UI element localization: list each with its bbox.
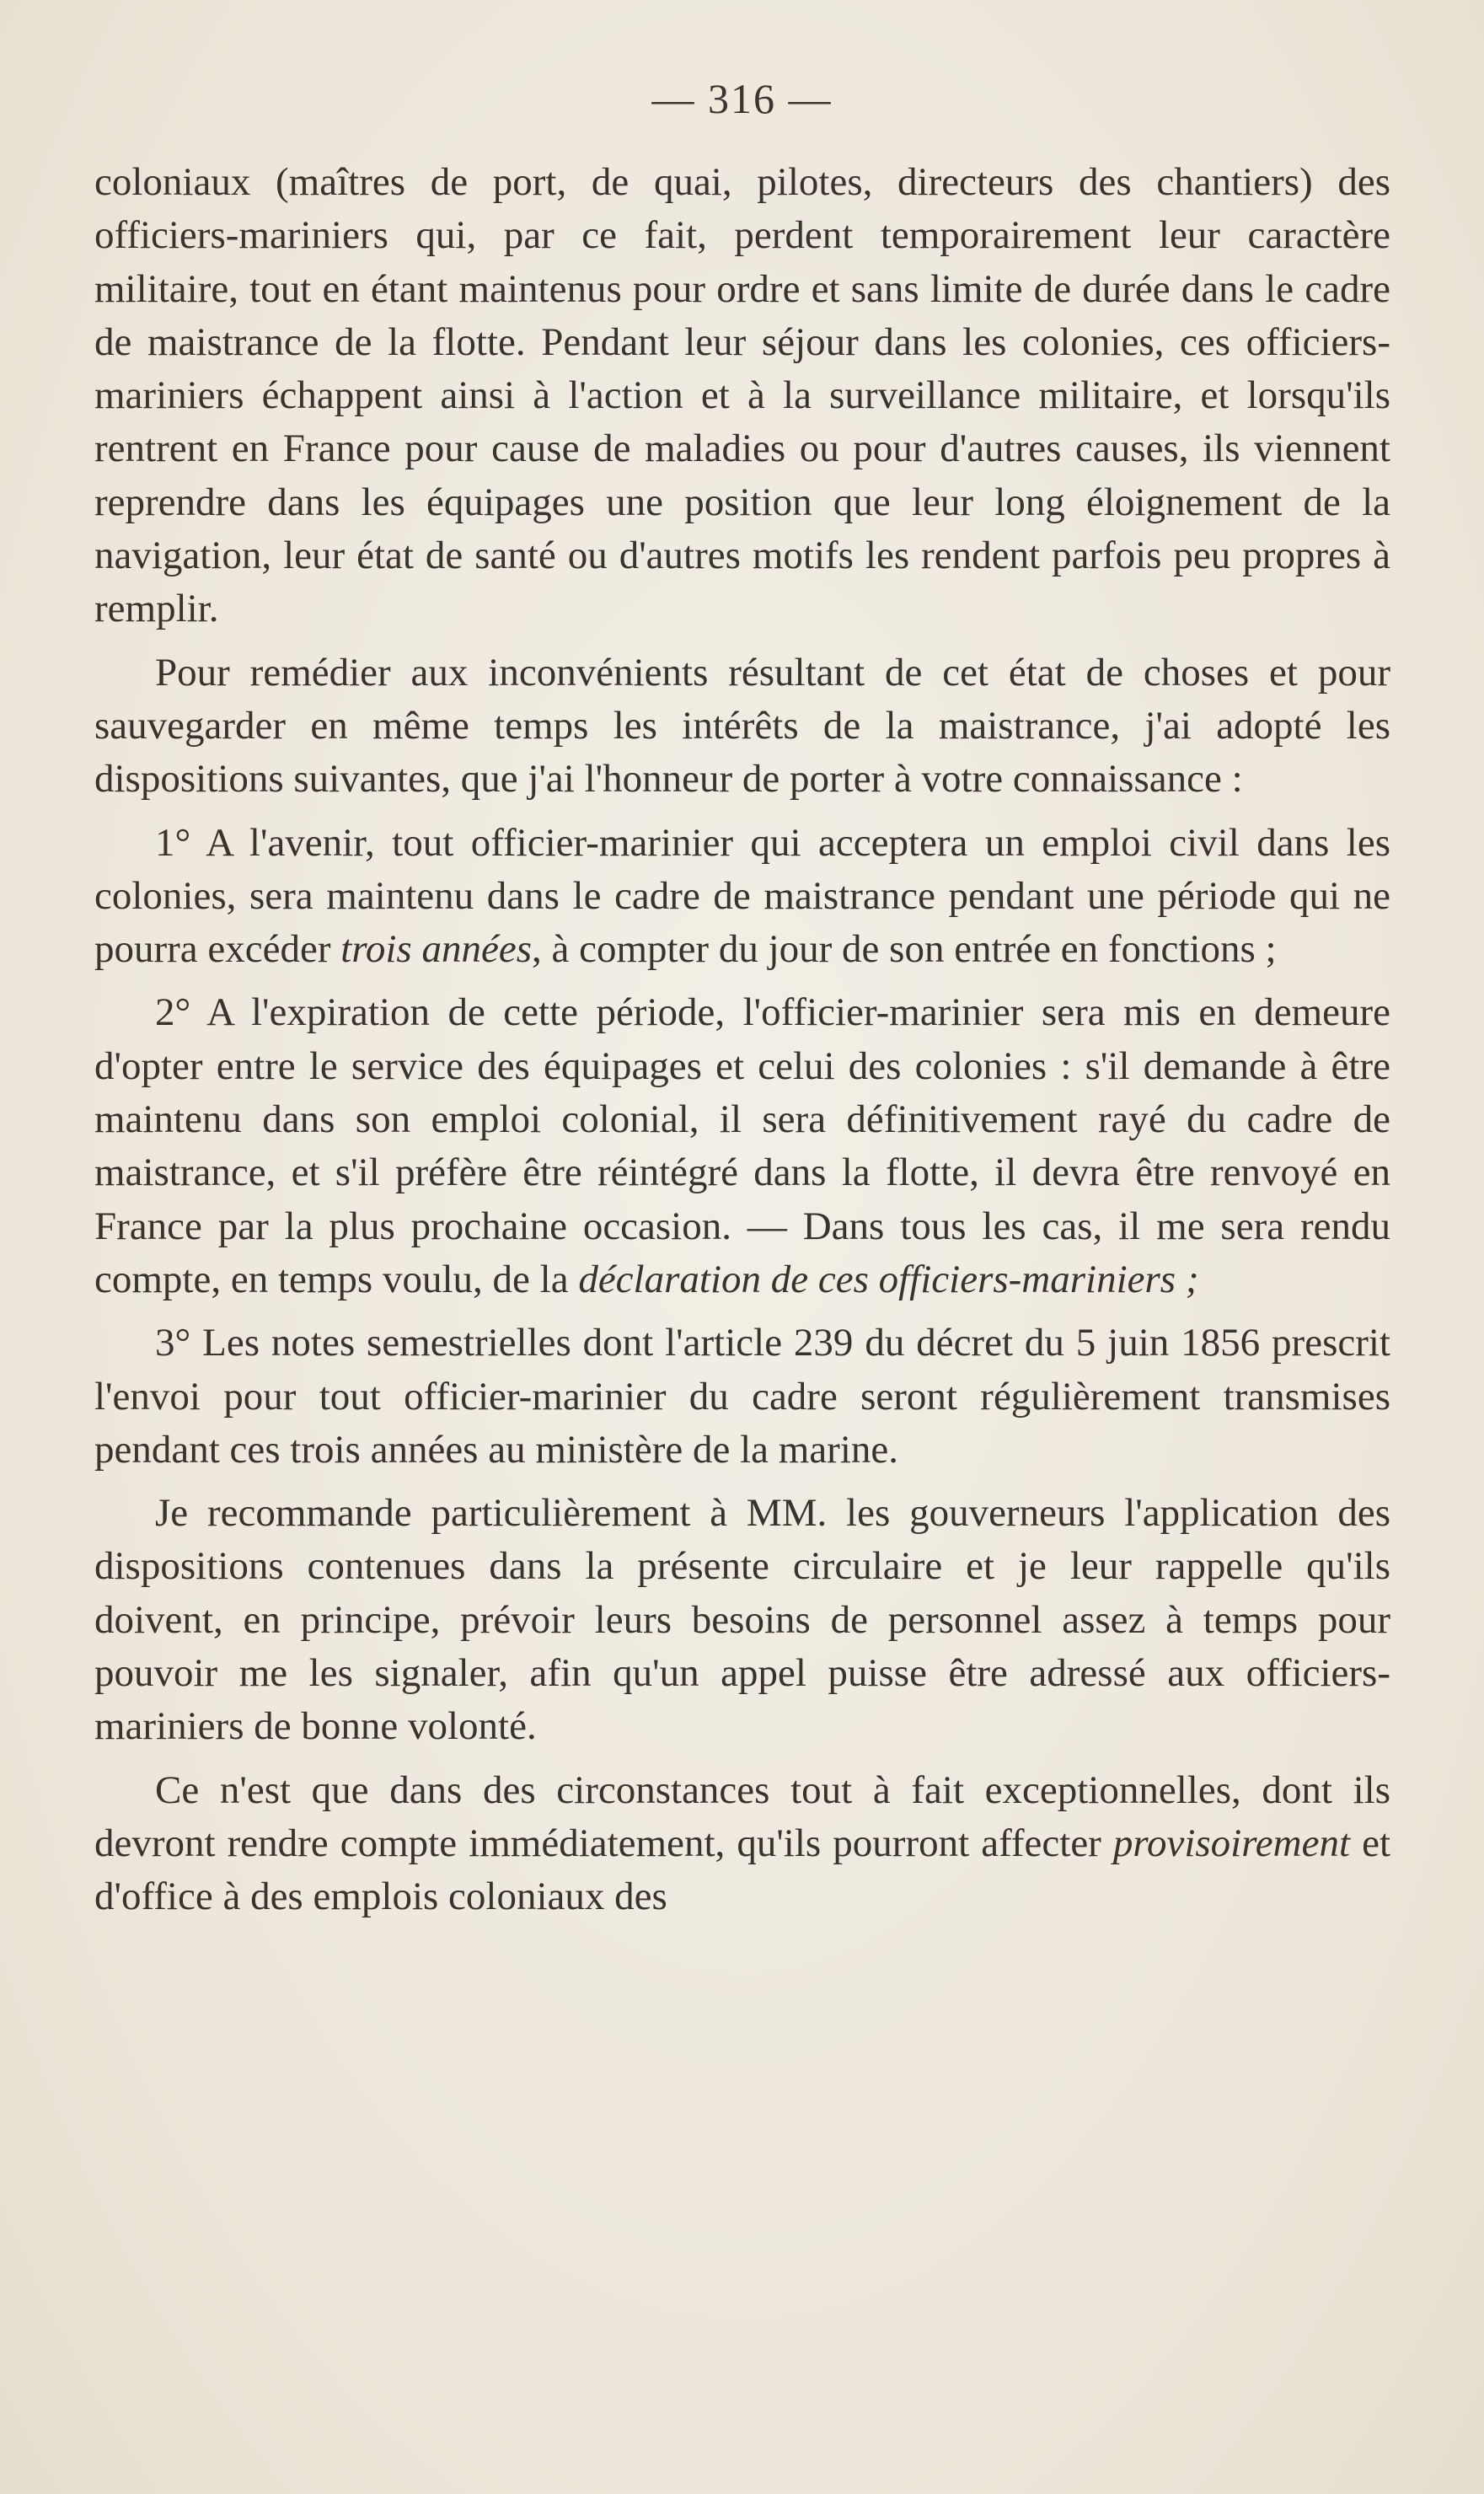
paragraph-continuation: coloniaux (maîtres de port, de quai, pilotes, directeurs des chantiers) des officiers-mariniers qui, par ce fait, perdent temporairement leur caractère militaire, tout en étant maintenus pour ordre et sans limite de durée dans le cadre de maistrance de la flotte. Pendant leur séjour dans les colonies, ces officiers-mariniers échappent ainsi à l'action et à la surveillance militaire, et lorsqu'ils rentrent en France pour cause de maladies ou pour d'autres causes, ils viennent reprendre dans les équipages une position que leur long éloignement de la navigation, leur état de santé ou d'autres motifs les rendent parfois peu propres à remplir. <box>94 160 1390 631</box>
exception-text: Ce n'est que dans des circonstances tout à fait exceptionnelles, dont ils devront rendre compte immédiatement, qu'ils pourront affecter <box>94 1767 1390 1865</box>
circular-body-text <box>94 156 1390 1924</box>
paragraph-item-3: 3° Les notes semestrielles dont l'article 239 du décret du 5 juin 1856 prescrit l'envoi pour tout officier-marinier du cadre seront régulièrement transmises pendant ces trois années au ministère de la marine. <box>94 1321 1390 1472</box>
paragraph-item-1 <box>94 817 1390 977</box>
paragraph-item-2 <box>94 986 1390 1306</box>
item-1-text-end: , à compter du jour de son entrée en fonctions ; <box>531 927 1277 972</box>
paragraph-recommendation: Je recommande particulièrement à MM. les gouverneurs l'application des dispositions contenues dans la présente circulaire et je leur rappelle qu'ils doivent, en principe, prévoir leurs besoins de personnel assez à temps pour pouvoir me les signaler, afin qu'un appel puisse être adressé aux officiers-mariniers de bonne volonté. <box>94 1491 1390 1749</box>
paragraph-remedy: Pour remédier aux inconvénients résultant de cet état de choses et pour sauvegarder en même temps les intérêts de la maistrance, j'ai adopté les dispositions suivantes, que j'ai l'honneur de porter à votre connaissance : <box>94 650 1390 802</box>
item-2-emphasis: déclaration de ces officiers-mariniers ; <box>578 1257 1199 1301</box>
item-1-text: 1° A l'avenir, tout officier-marinier qui acceptera un emploi civil dans les colonies, sera maintenu dans le cadre de maistrance pendant une période qui ne pourra excéder <box>94 820 1390 972</box>
item-2-text: 2° A l'expiration de cette période, l'officier-marinier sera mis en demeure d'opter entre le service des équipages et celui des colonies : s'il demande à être maintenu dans son emploi colonial, il sera définitivement rayé du cadre de maistrance, et s'il préfère être réintégré dans la flotte, il devra être renvoyé en France par la plus prochaine occasion. — Dans tous les cas, il me sera rendu compte, en temps voulu, de la <box>94 990 1390 1301</box>
exception-emphasis: provisoirement <box>1112 1821 1351 1865</box>
exception-text-end: et d'office à des emplois coloniaux des <box>94 1821 1391 1919</box>
page-number: — 316 — <box>651 75 833 122</box>
paragraph-exception <box>94 1764 1390 1924</box>
item-1-emphasis: trois années <box>340 927 532 972</box>
